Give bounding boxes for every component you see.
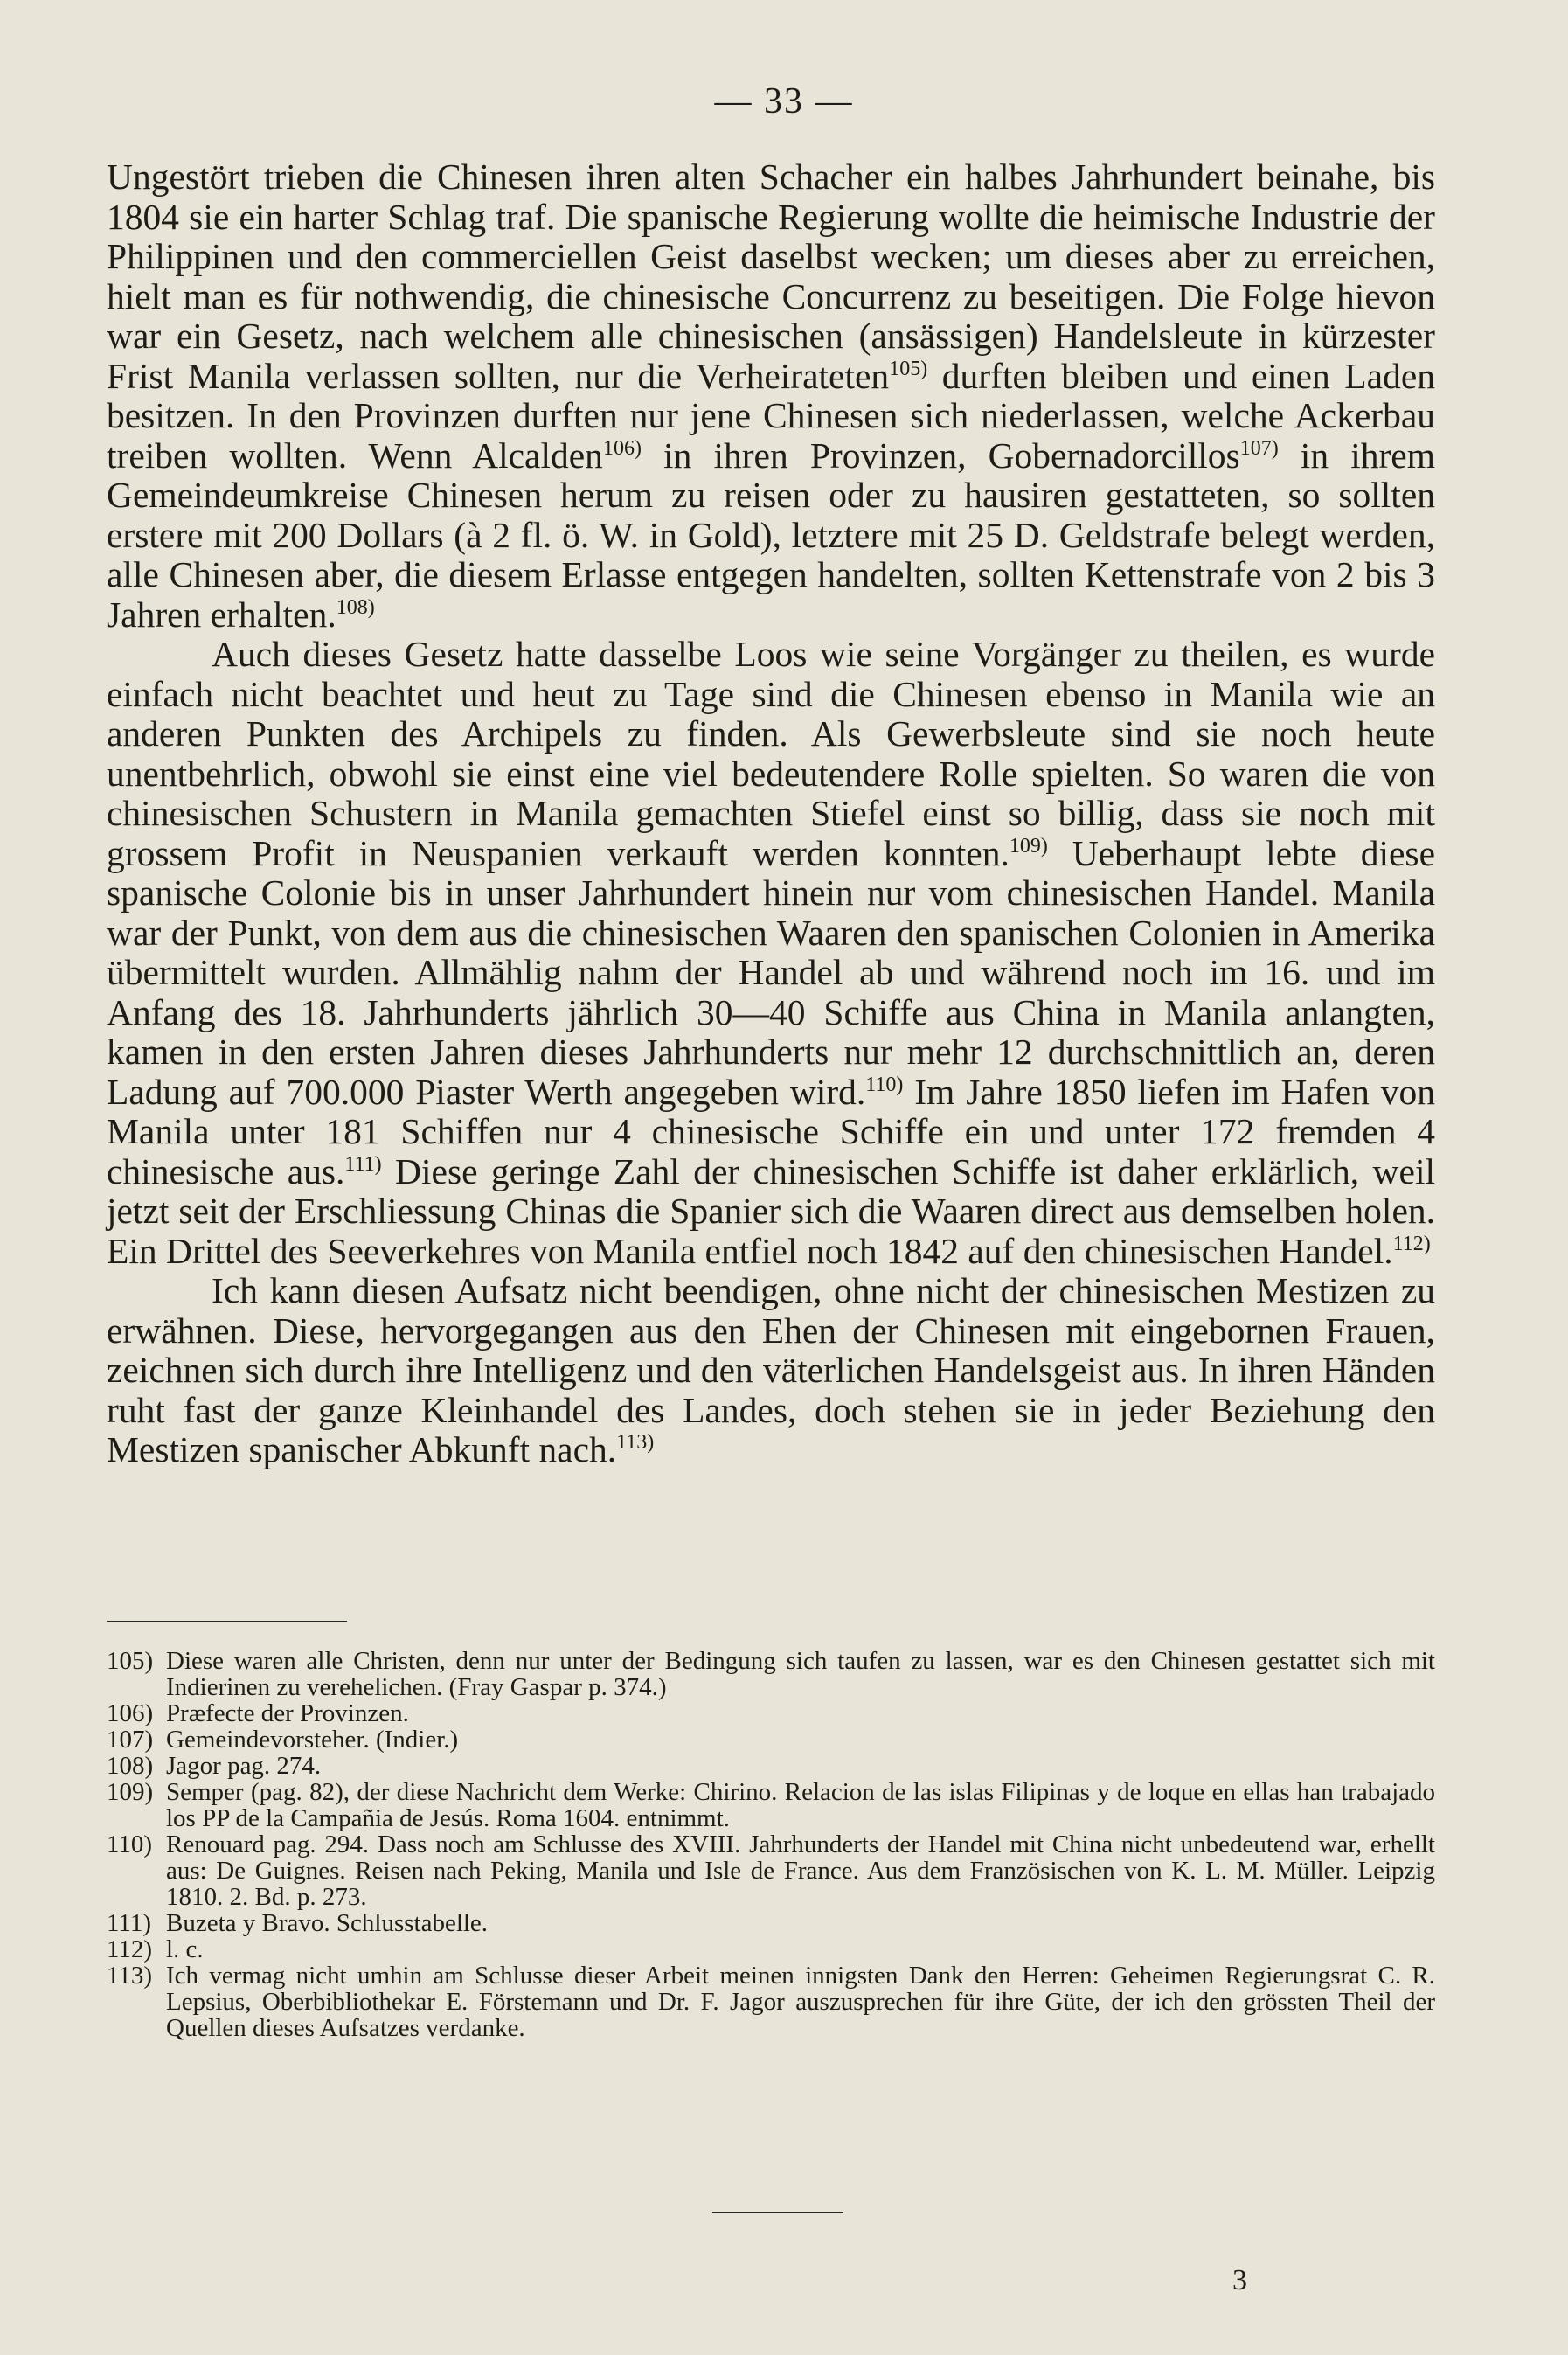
footnote-divider bbox=[107, 1621, 347, 1622]
text-run: Auch dieses Gesetz hatte dasselbe Loos wie seine Vorgänger zu theilen, es wurde einfach nicht beachtet und heut zu Tage sind die Chinesen ebenso in Manila wie an anderen Punkten des Archipels zu finden. Als Gewerbsleute sind sie noch heute unentbehrlich, obwohl sie einst eine viel bedeutendere Rolle spielten. So waren die von chinesischen Schustern in Manila gemachten Stiefel einst so billig, dass sie noch mit grossem Profit in Neuspanien verkauft werden konnten. bbox=[107, 634, 1435, 873]
footnote-text: Diese waren alle Christen, denn nur unter der Bedingung sich taufen zu lassen, war es den Chinesen gestattet sich mit Indierinen zu verehelichen. (Fray Gaspar p. 374.) bbox=[166, 1647, 1435, 1701]
footnote-108 bbox=[107, 1753, 1435, 1779]
footnote-113 bbox=[107, 1962, 1435, 2041]
footnote-text: Ich vermag nicht umhin am Schlusse dieser Arbeit meinen innigsten Dank den Herren: Geheimen Regierungsrat C. R. Lepsius, Oberbibliothekar E. Förstemann und Dr. F. Jagor auszusprechen für ihre Güte, der ich den grössten Theil der Quellen dieses Aufsatzes verdanke. bbox=[166, 1962, 1435, 2042]
sheet-signature: 3 bbox=[1232, 2264, 1247, 2296]
text-run: durften bleiben und einen Laden besitzen. In den Provinzen durften nur jene Chinesen sich niederlassen, welche Ackerbau treiben wollten. Wenn Alcalden bbox=[107, 355, 1435, 476]
footnote-mark: 112) bbox=[107, 1935, 153, 1963]
text-run: Ungestört trieben die Chinesen ihren alten Schacher ein halbes Jahrhundert beinahe, bis 1804 sie ein harter Schlag traf. Die spanische Regierung wollte die heimische Industrie der Philippinen und den commerciellen Geist daselbst wecken; um dieses aber zu erreichen, hielt man es für nothwendig, die chinesische Concurrenz zu beseitigen. Die Folge hievon war ein Gesetz, nach welchem alle chinesischen (ansässigen) Handelsleute in kürzester Frist Manila verlassen sollten, nur die Verheirateten bbox=[107, 156, 1435, 396]
footnote-106 bbox=[107, 1700, 1435, 1726]
footnote-ref-111[interactable]: 111) bbox=[344, 1152, 382, 1176]
footnote-112 bbox=[107, 1936, 1435, 1962]
footnote-text: Gemeindevorsteher. (Indier.) bbox=[166, 1726, 459, 1754]
footnote-mark: 110) bbox=[107, 1831, 153, 1858]
footnote-mark: 109) bbox=[107, 1778, 154, 1806]
footnote-text: Jagor pag. 274. bbox=[166, 1752, 322, 1780]
paragraph-3 bbox=[107, 1271, 1435, 1470]
text-run: Diese geringe Zahl der chinesischen Schiffe ist daher erklärlich, weil jetzt seit der Erschliessung Chinas die Spanier sich die Waaren direct aus demselben holen. Ein Drittel des Seeverkehres von Manila entfiel noch 1842 auf den chinesischen Handel. bbox=[107, 1150, 1436, 1271]
footnote-mark: 107) bbox=[107, 1726, 154, 1754]
footnote-ref-106[interactable]: 106) bbox=[602, 436, 642, 460]
footnote-ref-107[interactable]: 107) bbox=[1239, 436, 1279, 460]
page-number: — 33 — bbox=[714, 81, 854, 122]
footnote-text: Renouard pag. 294. Dass noch am Schlusse des XVIII. Jahrhunderts der Handel mit China nicht unbedeutend war, erhellt aus: De Guignes. Reisen nach Peking, Manila und Isle de France. Aus dem Französischen von K. L. M. Müller. Leipzig 1810. 2. Bd. p. 273. bbox=[166, 1831, 1435, 1911]
text-run: Ich kann diesen Aufsatz nicht beendigen, ohne nicht der chinesischen Mestizen zu erwähnen. Diese, hervorgegangen aus den Ehen der Chinesen mit eingebornen Frauen, zeichnen sich durch ihre Intelligenz und den väterlichen Handelsgeist aus. In ihren Händen ruht fast der ganze Kleinhandel des Landes, doch stehen sie in jeder Beziehung den Mestizen spanischer Abkunft nach. bbox=[107, 1270, 1435, 1469]
footnote-text: l. c. bbox=[166, 1935, 204, 1963]
footnote-mark: 111) bbox=[107, 1909, 152, 1937]
text-run: Im Jahre 1850 liefen im Hafen von Manila unter 181 Schiffen nur 4 chinesische Schiffe ein und unter 172 fremden 4 chinesische aus. bbox=[107, 1071, 1435, 1191]
footnote-mark: 106) bbox=[107, 1699, 154, 1727]
footnotes bbox=[107, 1648, 1435, 2041]
text-run: in ihrem Gemeindeumkreise Chinesen herum zu reisen oder zu hausiren gestatteten, so sollten erstere mit 200 Dollars (à 2 fl. ö. W. in Gold), letztere mit 25 D. Geldstrafe belegt werden, alle Chinesen aber, die diesem Erlasse entgegen handelten, sollten Kettenstrafe von 2 bis 3 Jahren erhalten. bbox=[107, 434, 1435, 635]
footnote-ref-110[interactable]: 110) bbox=[865, 1073, 904, 1096]
footnote-110 bbox=[107, 1831, 1435, 1910]
footnote-mark: 113) bbox=[107, 1962, 153, 1990]
text-run: Ueberhaupt lebte diese spanische Colonie bis in unser Jahrhundert hinein nur vom chinesischen Handel. Manila war der Punkt, von dem aus die chinesischen Waaren den spanischen Colonien in Amerika übermittelt wurden. Allmählig nahm der Handel ab und während noch im 16. und im Anfang des 18. Jahrhunderts jährlich 30—40 Schiffe aus China in Manila anlangten, kamen in den ersten Jahren dieses Jahrhunderts nur mehr 12 durchschnittlich an, deren Ladung auf 700.000 Piaster Werth angegeben wird. bbox=[107, 832, 1435, 1112]
footnote-ref-108[interactable]: 108) bbox=[336, 595, 375, 619]
end-rule bbox=[712, 2212, 843, 2213]
body-text bbox=[107, 157, 1435, 1470]
footnote-ref-112[interactable]: 112) bbox=[1392, 1232, 1431, 1255]
footnote-105 bbox=[107, 1648, 1435, 1700]
footnote-ref-109[interactable]: 109) bbox=[1009, 834, 1048, 858]
footnote-text: Buzeta y Bravo. Schlusstabelle. bbox=[166, 1909, 489, 1937]
footnote-mark: 108) bbox=[107, 1752, 154, 1780]
footnote-text: Præfecte der Provinzen. bbox=[166, 1699, 409, 1727]
footnote-text: Semper (pag. 82), der diese Nachricht dem Werke: Chirino. Relacion de las islas Filipinas y de loque en ellas han trabajado los PP de la Campañia de Jesús. Roma 1604. entnimmt. bbox=[166, 1778, 1435, 1832]
paragraph-1 bbox=[107, 157, 1435, 635]
footnote-ref-105[interactable]: 105) bbox=[889, 357, 928, 380]
footnote-mark: 105) bbox=[107, 1647, 154, 1675]
text-run: in ihren Provinzen, Gobernadorcillos bbox=[641, 434, 1240, 476]
footnote-107 bbox=[107, 1726, 1435, 1753]
footnote-ref-113[interactable]: 113) bbox=[616, 1431, 655, 1455]
paragraph-2 bbox=[107, 635, 1435, 1271]
footnote-109 bbox=[107, 1779, 1435, 1831]
footnote-111 bbox=[107, 1910, 1435, 1936]
